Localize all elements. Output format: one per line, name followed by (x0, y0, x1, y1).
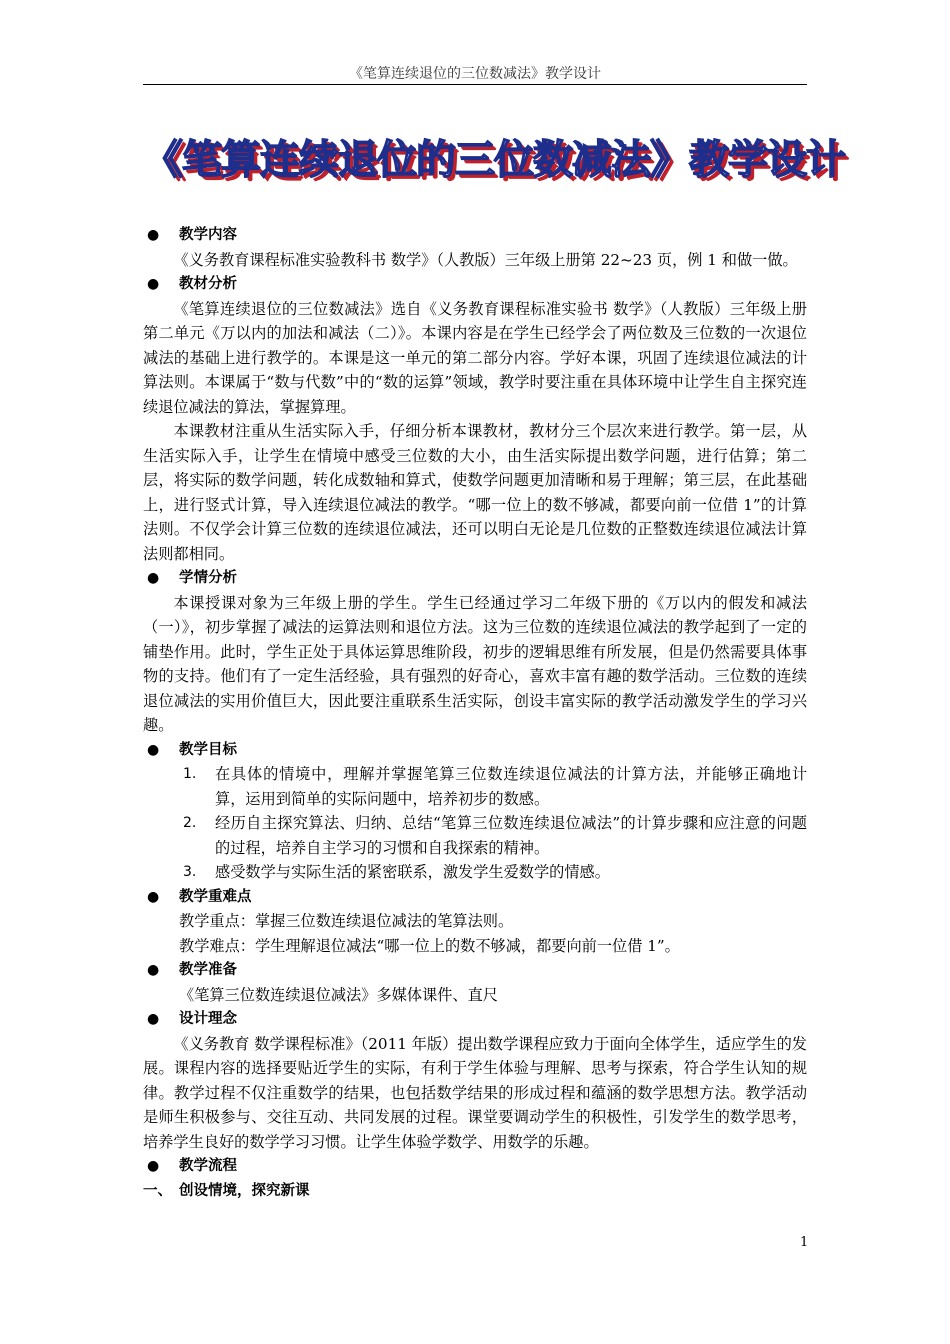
students-paragraph: 本课授课对象为三年级上册的学生。学生已经通过学习二年级下册的《万以内的假发和减法（一）》，初步掌握了减法的运算法则和退位方法。这为三位数的连续退位减法的教学起到了一定的铺垫作用。此时，学生正处于具体运算思维阶段，初步的逻辑思维有所发展，但是仍然需要具体事物的支持。他们有了一定生活经验，具有强烈的好奇心，喜欢丰富有趣的数学活动。三位数的连续退位减法的实用价值巨大，因此要注重联系生活实际，创设丰富实际的教学活动激发学生的学习兴趣。 (143, 593, 807, 734)
list-item (143, 811, 807, 860)
heading-label: 教学内容 (179, 227, 237, 243)
section-heading-students (143, 566, 807, 591)
list-number: 3. (183, 864, 197, 880)
list-item-text: 感受数学与实际生活的紧密联系，激发学生爱数学的情感。 (215, 863, 610, 881)
heading-label: 教学流程 (179, 1158, 237, 1174)
step-title: 创设情境，探究新课 (179, 1182, 310, 1199)
heading-label: 学情分析 (179, 570, 237, 586)
section-heading-design (143, 1007, 807, 1032)
list-item (143, 762, 807, 811)
heading-label: 教材分析 (179, 276, 237, 292)
section-heading-goals (143, 738, 807, 763)
heading-label: 教学准备 (179, 962, 237, 978)
heading-label: 设计理念 (179, 1011, 237, 1027)
step-number: 一、 (143, 1182, 172, 1199)
list-item-text: 经历自主探究算法、归纳、总结“笔算三位数连续退位减法”的计算步骤和应注意的问题的过程，培养自主学习的习惯和自我探索的精神。 (215, 814, 807, 857)
document-title: 《笔算连续退位的三位数减法》教学设计 (143, 137, 845, 183)
bullet-icon: ● (147, 962, 160, 978)
material-paragraph-1: 《笔算连续退位的三位数减法》选自《义务教育课程标准实验书 数学》（人教版）三年级上册第二单元《万以内的加法和减法（二）》。本课内容是在学生已经学会了两位数及三位数的一次退位减法的基础上进行教学的。本课是这一单元的第二部分内容。学好本课，巩固了连续退位减法的计算法则。本课属于“数与代数”中的“数的运算”领域，教学时要注重在具体环境中让学生自主探究连续退位减法的算法，掌握算理。 (143, 299, 807, 416)
list-number: 2. (183, 815, 197, 831)
heading-label: 教学目标 (179, 741, 237, 758)
step-heading (143, 1179, 807, 1204)
goals-list (143, 762, 807, 885)
bullet-icon: ● (147, 227, 160, 243)
list-item-text: 在具体的情境中，理解并掌握笔算三位数连续退位减法的计算方法，并能够正确地计算，运用到简单的实际问题中，培养初步的数感。 (215, 765, 807, 808)
difficulty-line: 教学难点：学生理解退位减法“哪一位上的数不够减，都要向前一位借 1”。 (179, 936, 680, 955)
list-number: 1. (183, 766, 197, 782)
bullet-icon: ● (147, 1158, 160, 1174)
heading-label: 教学重难点 (179, 888, 252, 905)
section-heading-key-points (143, 885, 807, 910)
content-paragraph: 《义务教育课程标准实验教科书 数学》（人教版）三年级上册第 22~23 页，例 1 和做一做。 (173, 250, 798, 269)
material-paragraph-2: 本课教材注重从生活实际入手，仔细分析本课教材，教材分三个层次来进行教学。第一层，从生活实际入手，让学生在情境中感受三位数的大小，由生活实际提出数学问题，进行估算；第二层，将实际的数学问题，转化成数轴和算式，使数学问题更加清晰和易于理解；第三层，在此基础上，进行竖式计算，导入连续退位减法的教学。“哪一位上的数不够减，都要向前一位借 1”的计算法则。不仅学会计算三位数的连续退位减法，还可以明白无论是几位数的正整数连续退位减法计算法则都相同。 (143, 422, 807, 563)
key-point-line: 教学重点：掌握三位数连续退位减法的笔算法则。 (179, 912, 514, 930)
header-divider (143, 84, 807, 85)
section-heading-prep (143, 958, 807, 983)
bullet-icon: ● (147, 276, 160, 292)
bullet-icon: ● (147, 741, 160, 758)
design-paragraph: 《义务教育 数学课程标准》（2011 年版）提出数学课程应致力于面向全体学生，适应学生的发展。课程内容的选择要贴近学生的实际，有利于学生体验与理解、思考与探索，符合学生认知的规律。教学过程不仅注重数学的结果，也包括数学结果的形成过程和蕴涵的数学思想方法。教学活动是师生积极参与、交往互动、共同发展的过程。课堂要调动学生的积极性，引发学生的数学思考，培养学生良好的数学学习习惯。让学生体验学数学、用数学的乐趣。 (143, 1034, 807, 1151)
section-heading-material (143, 272, 807, 297)
bullet-icon: ● (147, 570, 160, 586)
bullet-icon: ● (147, 888, 160, 905)
running-header: 《笔算连续退位的三位数减法》教学设计 (349, 66, 601, 82)
prep-paragraph: 《笔算三位数连续退位减法》多媒体课件、直尺 (179, 985, 498, 1004)
section-heading-content (143, 223, 807, 248)
page-number: 1 (800, 1235, 809, 1250)
list-item (143, 860, 807, 885)
section-heading-flow (143, 1154, 807, 1179)
document-body (143, 223, 807, 1203)
bullet-icon: ● (147, 1011, 160, 1027)
